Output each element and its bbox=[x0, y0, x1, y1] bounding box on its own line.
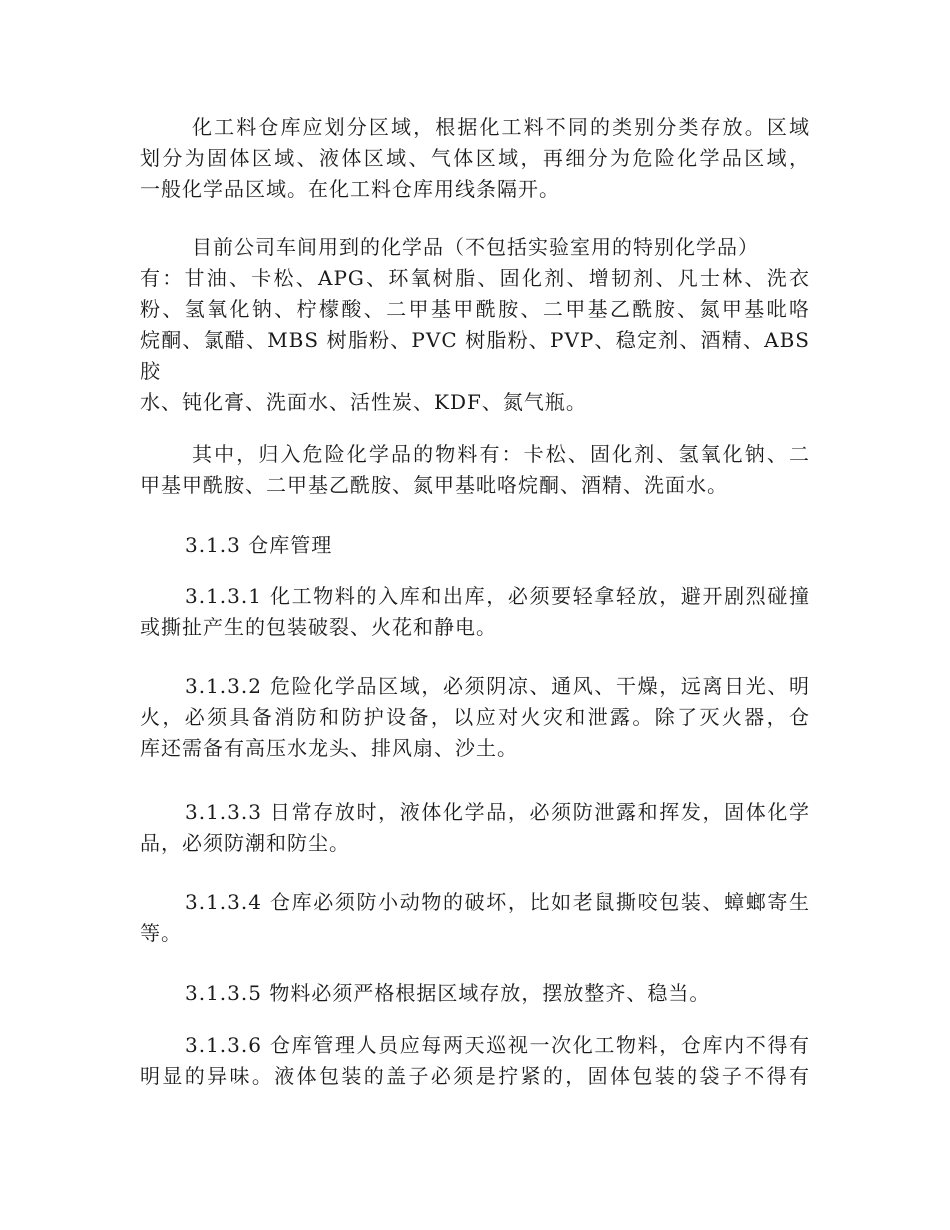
text-line: 化工料仓库应划分区域，根据化工料不同的类别分类存放。区域 bbox=[192, 115, 810, 139]
section-heading: 3.1.3 仓库管理 bbox=[185, 533, 333, 557]
text-line: 水、钝化膏、洗面水、活性炭、KDF、氮气瓶。 bbox=[140, 390, 587, 414]
text-line: 3.1.3.1 化工物料的入库和出库，必须要轻拿轻放，避开剧烈碰撞 bbox=[185, 584, 810, 608]
text-line: 品，必须防潮和防尘。 bbox=[140, 831, 350, 855]
text-line: 等。 bbox=[140, 921, 182, 945]
text-line: 烷酮、氯醋、MBS 树脂粉、PVC 树脂粉、PVP、稳定剂、酒精、ABS 胶 bbox=[140, 328, 810, 383]
text-line: 火，必须具备消防和防护设备，以应对火灾和泄露。除了灭火器，仓 bbox=[140, 705, 810, 729]
text-line: 明显的异味。液体包装的盖子必须是拧紧的，固体包装的袋子不得有 bbox=[140, 1064, 810, 1088]
text-line: 3.1.3.4 仓库必须防小动物的破坏，比如老鼠撕咬包装、蟑螂寄生 bbox=[185, 890, 810, 914]
text-line: 3.1.3.2 危险化学品区域，必须阴凉、通风、干燥，远离日光、明 bbox=[185, 674, 810, 698]
paragraph-3-1-3-4 bbox=[140, 887, 810, 949]
text-line: 3.1.3.6 仓库管理人员应每两天巡视一次化工物料，仓库内不得有 bbox=[185, 1033, 810, 1057]
paragraph-hazardous-materials bbox=[140, 439, 810, 501]
text-line: 划分为固体区域、液体区域、气体区域，再细分为危险化学品区域， bbox=[140, 146, 810, 170]
text-line: 或撕扯产生的包装破裂、火花和静电。 bbox=[140, 615, 497, 639]
paragraph-3-1-3-3 bbox=[140, 797, 810, 859]
text-line: 库还需备有高压水龙头、排风扇、沙土。 bbox=[140, 736, 518, 760]
text-line: 一般化学品区域。在化工料仓库用线条隔开。 bbox=[140, 177, 560, 201]
text-line: 目前公司车间用到的化学品（不包括实验室用的特别化学品） bbox=[192, 235, 759, 259]
paragraph-3-1-3-5 bbox=[140, 978, 810, 1009]
paragraph-3-1-3-2 bbox=[140, 671, 810, 764]
text-line: 3.1.3.5 物料必须严格根据区域存放，摆放整齐、稳当。 bbox=[185, 981, 711, 1005]
paragraph-3-1-3-6 bbox=[140, 1030, 810, 1092]
paragraph-warehouse-zoning bbox=[140, 112, 810, 205]
text-line: 有：甘油、卡松、APG、环氧树脂、固化剂、增韧剂、凡士林、洗衣 bbox=[140, 266, 810, 290]
section-heading-3-1-3 bbox=[140, 530, 810, 561]
paragraph-chemicals-list bbox=[140, 232, 810, 418]
text-line: 其中，归入危险化学品的物料有：卡松、固化剂、氢氧化钠、二 bbox=[192, 442, 810, 466]
text-line: 粉、氢氧化钠、柠檬酸、二甲基甲酰胺、二甲基乙酰胺、氮甲基吡咯 bbox=[140, 297, 810, 321]
paragraph-3-1-3-1 bbox=[140, 581, 810, 643]
text-line: 3.1.3.3 日常存放时，液体化学品，必须防泄露和挥发，固体化学 bbox=[185, 800, 810, 824]
text-line: 甲基甲酰胺、二甲基乙酰胺、氮甲基吡咯烷酮、酒精、洗面水。 bbox=[140, 473, 728, 497]
